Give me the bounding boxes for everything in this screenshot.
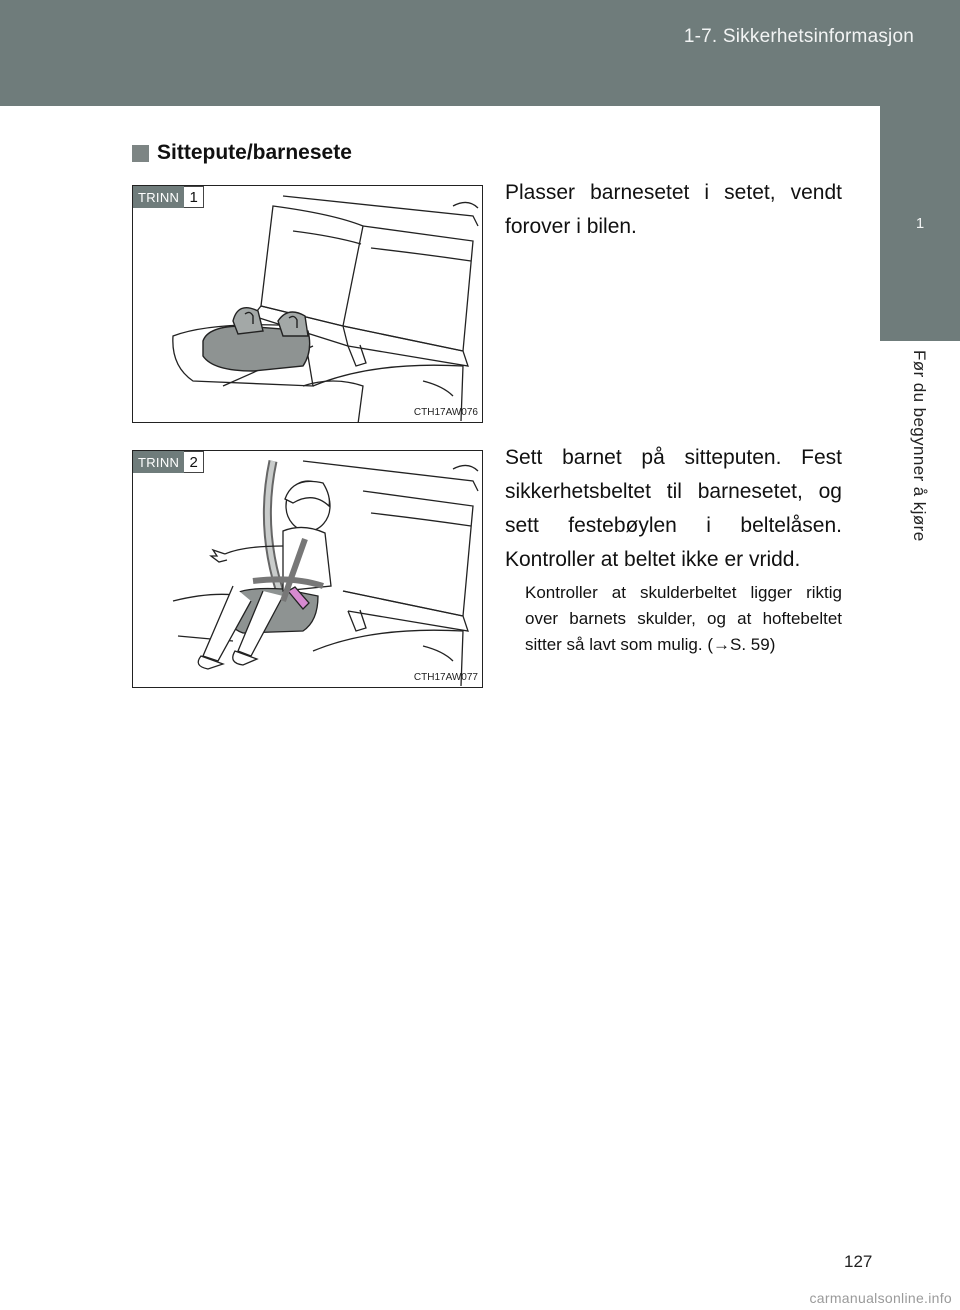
section-heading-text: Sittepute/barnesete	[157, 141, 352, 164]
step-1-badge	[133, 186, 204, 208]
rear-seat-booster-drawing	[133, 186, 483, 423]
right-arrow-icon: →	[713, 635, 730, 654]
child-on-booster-drawing	[133, 451, 483, 688]
step-2-text: Sett barnet på sitteputen. Fest sikkerhetsbeltet til barnesetet, og sett festebøylen i beltelåsen. Kontroller at beltet ikke er vridd.	[505, 446, 842, 571]
page-number: 127	[844, 1252, 873, 1271]
step-2-badge	[133, 451, 204, 473]
step-1-text: Plasser barnesetet i setet, vendt forover i bilen.	[505, 181, 842, 238]
watermark: carmanualsonline.info	[809, 1290, 952, 1306]
step-2-illustration	[132, 450, 483, 688]
header-bar	[0, 0, 960, 106]
note-text: Kontroller at skulderbeltet ligger riktig over barnets skulder, og at hoftebeltet sitter så lavt som mulig. (	[525, 583, 842, 654]
step-badge-number: 1	[184, 186, 204, 208]
chapter-tab	[880, 106, 960, 341]
figure-code: CTH17AW076	[413, 407, 478, 418]
step-badge-word: TRINN	[133, 186, 184, 208]
step-badge-word: TRINN	[133, 451, 184, 473]
figure-code: CTH17AW077	[413, 672, 478, 683]
chapter-tab-number: 1	[915, 215, 925, 232]
chapter-side-label: Før du begynner å kjøre	[910, 350, 929, 542]
step-1-illustration	[132, 185, 483, 423]
page-reference: S. 59)	[730, 635, 776, 654]
step-2-note	[525, 580, 842, 658]
section-heading	[132, 141, 352, 165]
step-badge-number: 2	[184, 451, 204, 473]
chapter-title: 1-7. Sikkerhetsinformasjon	[683, 26, 914, 47]
square-bullet-icon	[132, 145, 149, 162]
